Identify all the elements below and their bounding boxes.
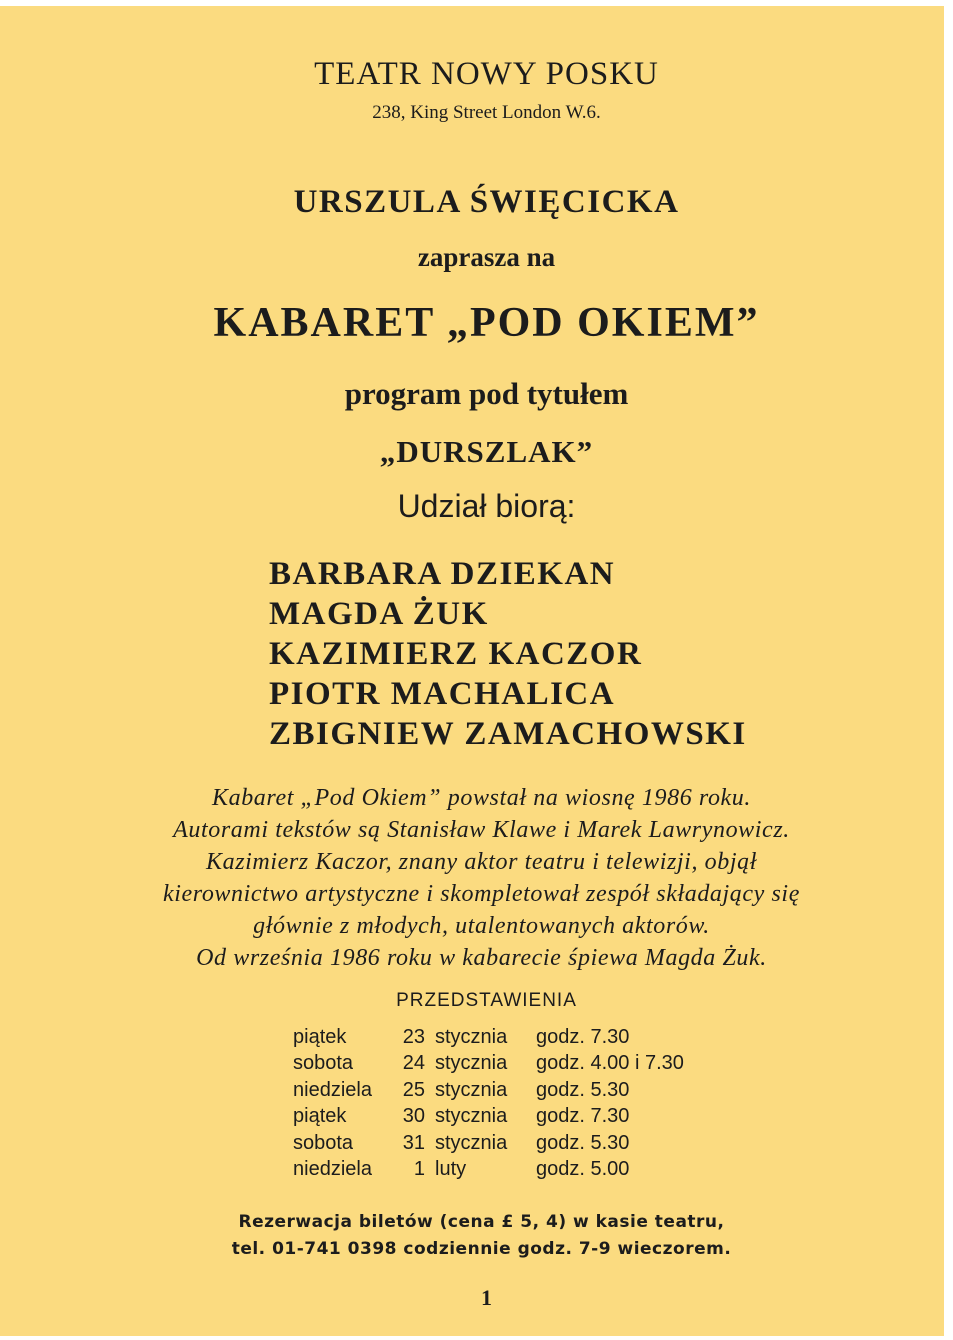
description-line: Od września 1986 roku w kabarecie śpiewa Magda Żuk. — [196, 945, 767, 971]
performance-month: stycznia — [435, 1105, 508, 1128]
performance-day: piątek — [293, 1025, 347, 1048]
presenter-name: URSZULA ŚWIĘCICKA — [293, 184, 680, 220]
cast-member: KAZIMIERZ KACZOR — [269, 636, 643, 672]
program-title: „DURSZLAK” — [379, 434, 594, 469]
performances-table — [293, 1024, 684, 1183]
performance-month: stycznia — [435, 1052, 508, 1075]
table-row — [293, 1051, 684, 1078]
performance-day: niedziela — [293, 1078, 372, 1101]
booking-info — [0, 1209, 953, 1263]
table-row — [293, 1130, 684, 1157]
description-paragraph — [0, 782, 953, 974]
performance-day: sobota — [293, 1052, 354, 1075]
description-line: Autorami tekstów są Stanisław Klawe i Marek Lawrynowicz. — [173, 817, 790, 843]
description-line: Kabaret „Pod Okiem” powstał na wiosnę 1986 roku. — [211, 785, 752, 811]
table-row — [293, 1024, 684, 1051]
performance-time: godz. 7.30 — [536, 1025, 630, 1048]
performance-month: stycznia — [435, 1078, 508, 1101]
performance-day: sobota — [293, 1131, 354, 1154]
booking-line: tel. 01-741 0398 codziennie godz. 7-9 wieczorem. — [231, 1239, 732, 1259]
description-line: Kazimierz Kaczor, znany aktor teatru i telewizji, objął — [205, 849, 757, 875]
cabaret-title: KABARET „POD OKIEM” — [213, 300, 760, 346]
performance-date: 25 — [402, 1078, 425, 1101]
cast-member: MAGDA ŻUK — [269, 596, 489, 632]
cast-list — [269, 554, 747, 754]
performances-heading: PRZEDSTAWIENIA — [396, 990, 577, 1011]
table-row — [293, 1104, 684, 1131]
performance-date: 23 — [402, 1025, 425, 1048]
performance-time: godz. 7.30 — [536, 1105, 630, 1128]
poster-sheet — [0, 6, 944, 1336]
performance-date: 1 — [413, 1158, 425, 1181]
cast-member: BARBARA DZIEKAN — [269, 556, 616, 592]
theatre-address: 238, King Street London W.6. — [372, 102, 601, 123]
invites-text: zaprasza na — [417, 242, 556, 272]
performance-day: niedziela — [293, 1158, 372, 1181]
performance-month: stycznia — [435, 1131, 508, 1154]
table-row — [293, 1077, 684, 1104]
description-line: głównie z młodych, utalentowanych aktorów. — [253, 913, 710, 939]
page-number: 1 — [481, 1285, 492, 1310]
performance-time: godz. 5.30 — [536, 1078, 630, 1101]
performance-date: 30 — [402, 1105, 425, 1128]
description-line: kierownictwo artystyczne i skompletował zespół składający się — [163, 881, 800, 907]
performance-time: godz. 4.00 i 7.30 — [536, 1052, 684, 1075]
performance-time: godz. 5.00 — [536, 1158, 630, 1181]
performance-date: 24 — [402, 1052, 425, 1075]
table-row — [293, 1157, 684, 1184]
performance-month: stycznia — [435, 1025, 508, 1048]
theatre-name: TEATR NOWY POSKU — [314, 56, 659, 92]
cast-heading: Udział biorą: — [397, 488, 576, 524]
performance-month: luty — [435, 1158, 467, 1181]
booking-line: Rezerwacja biletów (cena £ 5, 4) w kasie teatru, — [238, 1212, 725, 1232]
cast-member: PIOTR MACHALICA — [269, 676, 616, 712]
performance-date: 31 — [402, 1131, 425, 1154]
cast-member: ZBIGNIEW ZAMACHOWSKI — [269, 716, 747, 752]
performance-day: piątek — [293, 1105, 347, 1128]
program-intro: program pod tytułem — [344, 376, 629, 411]
performance-time: godz. 5.30 — [536, 1131, 630, 1154]
